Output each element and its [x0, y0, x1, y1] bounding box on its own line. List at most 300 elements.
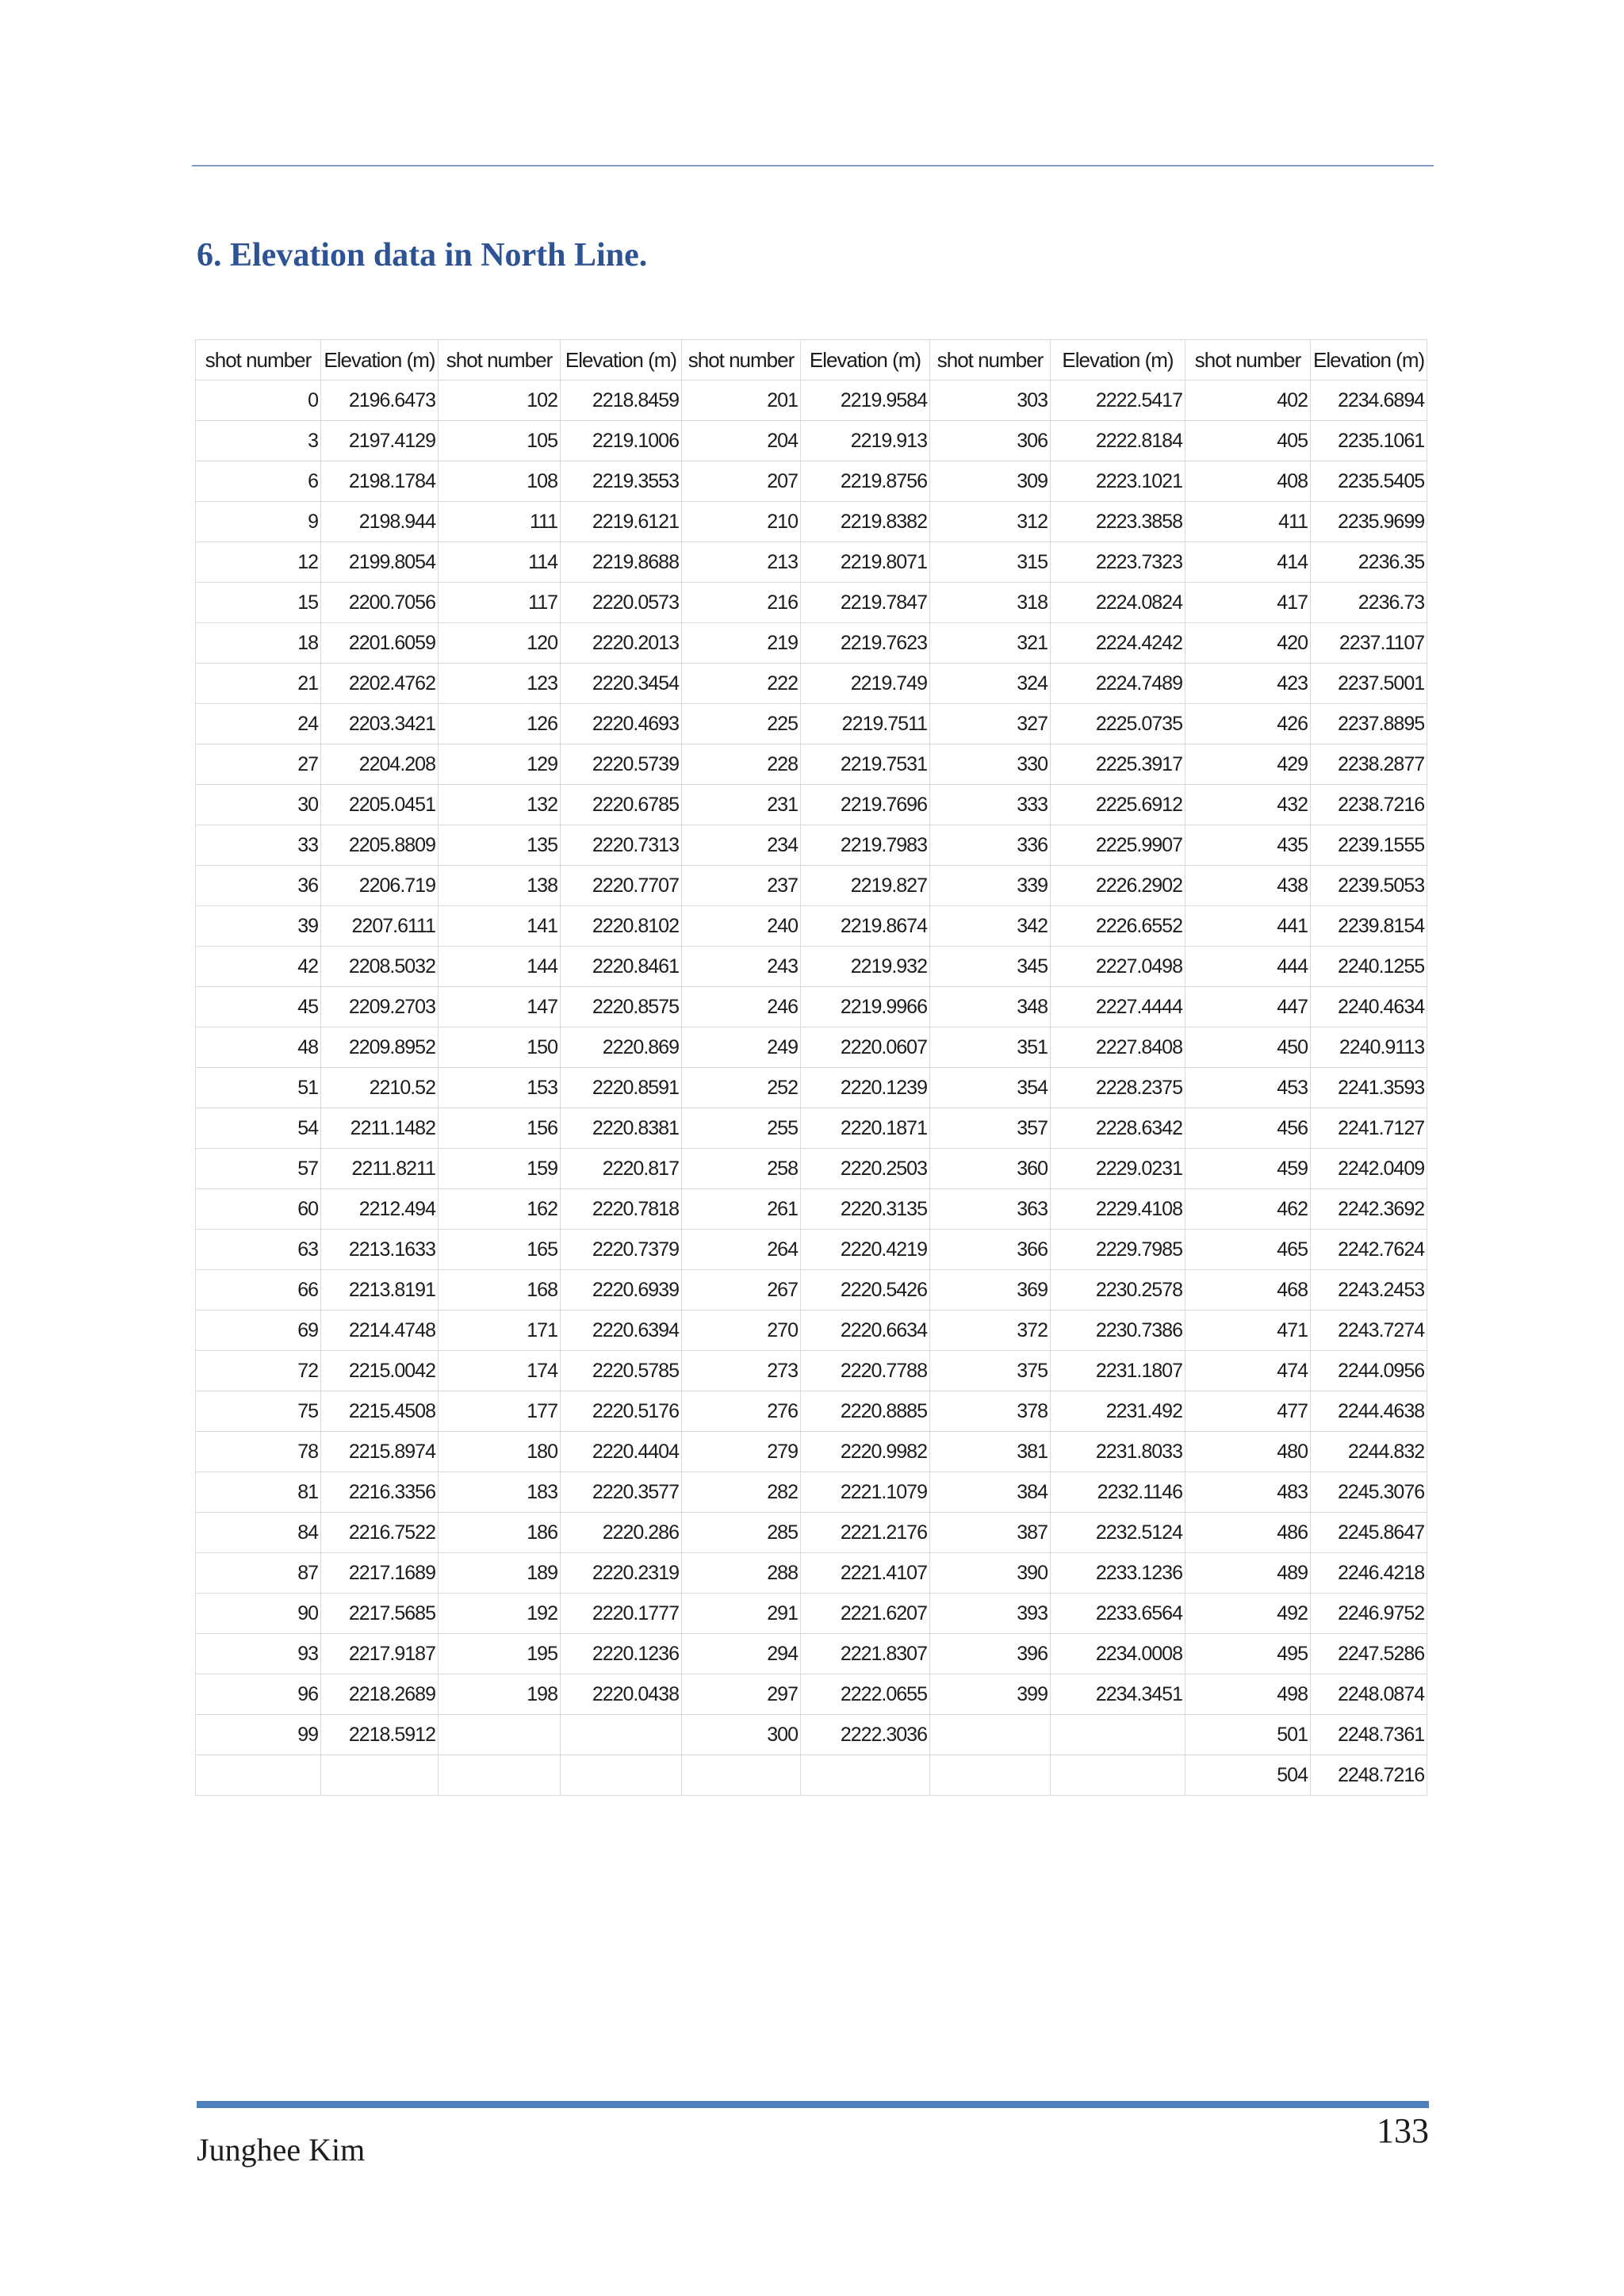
elevation-cell: 2224.4242 — [1051, 623, 1185, 664]
shot-number-cell: 318 — [930, 583, 1051, 623]
shot-number-cell — [930, 1755, 1051, 1796]
shot-number-cell: 21 — [196, 664, 321, 704]
shot-number-cell: 327 — [930, 704, 1051, 744]
elevation-cell: 2221.1079 — [801, 1472, 930, 1513]
table-row — [196, 542, 1427, 583]
elevation-cell: 2240.4634 — [1311, 987, 1427, 1027]
table-row — [196, 1351, 1427, 1391]
elevation-cell: 2209.8952 — [321, 1027, 439, 1068]
shot-number-cell: 189 — [439, 1553, 561, 1594]
shot-number-cell: 153 — [439, 1068, 561, 1108]
shot-number-cell: 369 — [930, 1270, 1051, 1311]
elevation-cell: 2248.7216 — [1311, 1755, 1427, 1796]
elevation-cell: 2197.4129 — [321, 421, 439, 461]
shot-number-cell: 135 — [439, 825, 561, 866]
shot-number-cell: 438 — [1185, 866, 1311, 906]
col-header-elevation: Elevation (m) — [321, 340, 439, 381]
elevation-cell: 2220.5426 — [801, 1270, 930, 1311]
table-row — [196, 1755, 1427, 1796]
shot-number-cell: 429 — [1185, 744, 1311, 785]
elevation-cell: 2241.3593 — [1311, 1068, 1427, 1108]
elevation-cell: 2205.0451 — [321, 785, 439, 825]
shot-number-cell: 432 — [1185, 785, 1311, 825]
shot-number-cell: 213 — [682, 542, 801, 583]
elevation-cell: 2227.0498 — [1051, 947, 1185, 987]
elevation-cell: 2219.8071 — [801, 542, 930, 583]
shot-number-cell: 18 — [196, 623, 321, 664]
shot-number-cell: 15 — [196, 583, 321, 623]
elevation-cell: 2223.7323 — [1051, 542, 1185, 583]
elevation-cell: 2198.944 — [321, 502, 439, 542]
elevation-cell: 2219.7511 — [801, 704, 930, 744]
elevation-cell: 2220.7379 — [561, 1230, 682, 1270]
shot-number-cell: 234 — [682, 825, 801, 866]
shot-number-cell: 174 — [439, 1351, 561, 1391]
shot-number-cell: 465 — [1185, 1230, 1311, 1270]
elevation-cell: 2223.1021 — [1051, 461, 1185, 502]
shot-number-cell: 468 — [1185, 1270, 1311, 1311]
col-header-shot-number: shot number — [930, 340, 1051, 381]
shot-number-cell: 324 — [930, 664, 1051, 704]
shot-number-cell: 405 — [1185, 421, 1311, 461]
elevation-cell: 2198.1784 — [321, 461, 439, 502]
elevation-cell: 2205.8809 — [321, 825, 439, 866]
shot-number-cell: 336 — [930, 825, 1051, 866]
col-header-elevation: Elevation (m) — [561, 340, 682, 381]
shot-number-cell: 255 — [682, 1108, 801, 1149]
elevation-cell: 2231.1807 — [1051, 1351, 1185, 1391]
table-row — [196, 785, 1427, 825]
elevation-cell: 2218.5912 — [321, 1715, 439, 1755]
elevation-cell — [561, 1715, 682, 1755]
shot-number-cell: 390 — [930, 1553, 1051, 1594]
elevation-cell: 2246.4218 — [1311, 1553, 1427, 1594]
shot-number-cell: 363 — [930, 1189, 1051, 1230]
shot-number-cell: 132 — [439, 785, 561, 825]
elevation-cell: 2206.719 — [321, 866, 439, 906]
elevation-cell: 2222.8184 — [1051, 421, 1185, 461]
shot-number-cell: 243 — [682, 947, 801, 987]
shot-number-cell: 447 — [1185, 987, 1311, 1027]
shot-number-cell: 279 — [682, 1432, 801, 1472]
shot-number-cell: 321 — [930, 623, 1051, 664]
elevation-cell: 2220.8461 — [561, 947, 682, 987]
elevation-cell: 2219.6121 — [561, 502, 682, 542]
elevation-cell: 2237.8895 — [1311, 704, 1427, 744]
elevation-cell: 2208.5032 — [321, 947, 439, 987]
shot-number-cell: 393 — [930, 1594, 1051, 1634]
shot-number-cell: 219 — [682, 623, 801, 664]
table-row — [196, 1149, 1427, 1189]
elevation-cell: 2214.4748 — [321, 1311, 439, 1351]
elevation-cell: 2235.9699 — [1311, 502, 1427, 542]
shot-number-cell: 72 — [196, 1351, 321, 1391]
shot-number-cell: 210 — [682, 502, 801, 542]
shot-number-cell: 90 — [196, 1594, 321, 1634]
shot-number-cell: 276 — [682, 1391, 801, 1432]
elevation-cell: 2220.4219 — [801, 1230, 930, 1270]
section-heading: 6. Elevation data in North Line. — [197, 237, 648, 274]
elevation-cell: 2219.3553 — [561, 461, 682, 502]
shot-number-cell: 48 — [196, 1027, 321, 1068]
shot-number-cell: 147 — [439, 987, 561, 1027]
elevation-cell: 2225.0735 — [1051, 704, 1185, 744]
shot-number-cell: 6 — [196, 461, 321, 502]
elevation-table — [195, 339, 1427, 1796]
table-row — [196, 502, 1427, 542]
shot-number-cell: 30 — [196, 785, 321, 825]
col-header-shot-number: shot number — [1185, 340, 1311, 381]
shot-number-cell: 333 — [930, 785, 1051, 825]
elevation-cell: 2220.0438 — [561, 1674, 682, 1715]
elevation-cell: 2217.5685 — [321, 1594, 439, 1634]
elevation-cell: 2231.492 — [1051, 1391, 1185, 1432]
shot-number-cell: 330 — [930, 744, 1051, 785]
shot-number-cell: 27 — [196, 744, 321, 785]
elevation-cell: 2228.6342 — [1051, 1108, 1185, 1149]
shot-number-cell: 339 — [930, 866, 1051, 906]
elevation-cell: 2220.8575 — [561, 987, 682, 1027]
elevation-cell: 2220.6394 — [561, 1311, 682, 1351]
shot-number-cell: 216 — [682, 583, 801, 623]
shot-number-cell: 186 — [439, 1513, 561, 1553]
shot-number-cell: 183 — [439, 1472, 561, 1513]
elevation-cell: 2233.1236 — [1051, 1553, 1185, 1594]
shot-number-cell: 306 — [930, 421, 1051, 461]
shot-number-cell: 249 — [682, 1027, 801, 1068]
shot-number-cell: 264 — [682, 1230, 801, 1270]
elevation-cell: 2247.5286 — [1311, 1634, 1427, 1674]
shot-number-cell: 471 — [1185, 1311, 1311, 1351]
elevation-cell: 2202.4762 — [321, 664, 439, 704]
shot-number-cell: 24 — [196, 704, 321, 744]
elevation-cell: 2220.9982 — [801, 1432, 930, 1472]
shot-number-cell: 357 — [930, 1108, 1051, 1149]
elevation-cell: 2219.8756 — [801, 461, 930, 502]
shot-number-cell: 45 — [196, 987, 321, 1027]
table-row — [196, 1270, 1427, 1311]
elevation-cell: 2221.6207 — [801, 1594, 930, 1634]
elevation-cell: 2245.8647 — [1311, 1513, 1427, 1553]
elevation-cell: 2236.35 — [1311, 542, 1427, 583]
elevation-cell: 2224.0824 — [1051, 583, 1185, 623]
shot-number-cell — [930, 1715, 1051, 1755]
shot-number-cell: 399 — [930, 1674, 1051, 1715]
elevation-cell: 2242.3692 — [1311, 1189, 1427, 1230]
shot-number-cell: 483 — [1185, 1472, 1311, 1513]
shot-number-cell: 252 — [682, 1068, 801, 1108]
shot-number-cell: 414 — [1185, 542, 1311, 583]
elevation-cell: 2220.3577 — [561, 1472, 682, 1513]
shot-number-cell: 288 — [682, 1553, 801, 1594]
elevation-cell: 2219.7623 — [801, 623, 930, 664]
shot-number-cell: 123 — [439, 664, 561, 704]
shot-number-cell: 270 — [682, 1311, 801, 1351]
table-row — [196, 1674, 1427, 1715]
elevation-cell: 2220.6634 — [801, 1311, 930, 1351]
shot-number-cell: 345 — [930, 947, 1051, 987]
elevation-cell: 2236.73 — [1311, 583, 1427, 623]
shot-number-cell: 78 — [196, 1432, 321, 1472]
shot-number-cell: 366 — [930, 1230, 1051, 1270]
elevation-cell: 2220.0607 — [801, 1027, 930, 1068]
elevation-cell: 2219.7531 — [801, 744, 930, 785]
elevation-cell: 2244.832 — [1311, 1432, 1427, 1472]
shot-number-cell: 381 — [930, 1432, 1051, 1472]
elevation-cell: 2238.7216 — [1311, 785, 1427, 825]
elevation-cell: 2229.0231 — [1051, 1149, 1185, 1189]
elevation-cell: 2220.7818 — [561, 1189, 682, 1230]
elevation-cell: 2219.8688 — [561, 542, 682, 583]
shot-number-cell: 450 — [1185, 1027, 1311, 1068]
elevation-cell: 2220.5176 — [561, 1391, 682, 1432]
shot-number-cell: 75 — [196, 1391, 321, 1432]
shot-number-cell: 120 — [439, 623, 561, 664]
shot-number-cell: 492 — [1185, 1594, 1311, 1634]
shot-number-cell: 489 — [1185, 1553, 1311, 1594]
table-row — [196, 1189, 1427, 1230]
elevation-cell: 2248.7361 — [1311, 1715, 1427, 1755]
table-row — [196, 1027, 1427, 1068]
elevation-cell: 2220.7313 — [561, 825, 682, 866]
elevation-cell: 2224.7489 — [1051, 664, 1185, 704]
shot-number-cell: 129 — [439, 744, 561, 785]
elevation-cell: 2215.8974 — [321, 1432, 439, 1472]
shot-number-cell: 102 — [439, 381, 561, 421]
shot-number-cell: 93 — [196, 1634, 321, 1674]
elevation-cell: 2211.1482 — [321, 1108, 439, 1149]
elevation-cell: 2220.8102 — [561, 906, 682, 947]
elevation-cell: 2220.6785 — [561, 785, 682, 825]
elevation-cell: 2219.913 — [801, 421, 930, 461]
shot-number-cell: 426 — [1185, 704, 1311, 744]
elevation-cell: 2225.9907 — [1051, 825, 1185, 866]
elevation-cell — [1051, 1755, 1185, 1796]
table-row — [196, 1634, 1427, 1674]
elevation-cell: 2226.2902 — [1051, 866, 1185, 906]
elevation-cell: 2223.3858 — [1051, 502, 1185, 542]
shot-number-cell: 408 — [1185, 461, 1311, 502]
table-row — [196, 906, 1427, 947]
elevation-cell: 2220.1239 — [801, 1068, 930, 1108]
elevation-cell: 2227.8408 — [1051, 1027, 1185, 1068]
shot-number-cell: 495 — [1185, 1634, 1311, 1674]
elevation-cell: 2219.8382 — [801, 502, 930, 542]
elevation-cell: 2248.0874 — [1311, 1674, 1427, 1715]
elevation-cell: 2239.8154 — [1311, 906, 1427, 947]
table-row — [196, 381, 1427, 421]
shot-number-cell: 177 — [439, 1391, 561, 1432]
elevation-cell: 2220.1236 — [561, 1634, 682, 1674]
elevation-cell: 2235.5405 — [1311, 461, 1427, 502]
shot-number-cell: 54 — [196, 1108, 321, 1149]
elevation-cell: 2246.9752 — [1311, 1594, 1427, 1634]
elevation-cell: 2232.5124 — [1051, 1513, 1185, 1553]
shot-number-cell: 261 — [682, 1189, 801, 1230]
shot-number-cell: 480 — [1185, 1432, 1311, 1472]
table-row — [196, 1594, 1427, 1634]
shot-number-cell: 171 — [439, 1311, 561, 1351]
shot-number-cell: 105 — [439, 421, 561, 461]
shot-number-cell: 99 — [196, 1715, 321, 1755]
elevation-cell: 2244.0956 — [1311, 1351, 1427, 1391]
elevation-cell: 2234.6894 — [1311, 381, 1427, 421]
elevation-cell: 2231.8033 — [1051, 1432, 1185, 1472]
shot-number-cell: 435 — [1185, 825, 1311, 866]
elevation-cell: 2227.4444 — [1051, 987, 1185, 1027]
shot-number-cell: 246 — [682, 987, 801, 1027]
elevation-cell: 2229.7985 — [1051, 1230, 1185, 1270]
shot-number-cell: 351 — [930, 1027, 1051, 1068]
table-row — [196, 1432, 1427, 1472]
elevation-cell — [321, 1755, 439, 1796]
shot-number-cell: 486 — [1185, 1513, 1311, 1553]
elevation-cell: 2220.286 — [561, 1513, 682, 1553]
elevation-cell: 2220.0573 — [561, 583, 682, 623]
elevation-cell: 2213.8191 — [321, 1270, 439, 1311]
shot-number-cell: 258 — [682, 1149, 801, 1189]
shot-number-cell: 402 — [1185, 381, 1311, 421]
shot-number-cell: 504 — [1185, 1755, 1311, 1796]
table-row — [196, 664, 1427, 704]
page-number: 133 — [1377, 2111, 1429, 2150]
shot-number-cell: 0 — [196, 381, 321, 421]
elevation-cell: 2241.7127 — [1311, 1108, 1427, 1149]
elevation-cell: 2229.4108 — [1051, 1189, 1185, 1230]
elevation-cell: 2220.8381 — [561, 1108, 682, 1149]
elevation-cell: 2222.5417 — [1051, 381, 1185, 421]
shot-number-cell: 39 — [196, 906, 321, 947]
footer-author: Junghee Kim — [197, 2132, 366, 2168]
elevation-cell: 2212.494 — [321, 1189, 439, 1230]
shot-number-cell: 459 — [1185, 1149, 1311, 1189]
elevation-cell: 2219.827 — [801, 866, 930, 906]
elevation-cell: 2239.5053 — [1311, 866, 1427, 906]
shot-number-cell: 69 — [196, 1311, 321, 1351]
elevation-cell: 2235.1061 — [1311, 421, 1427, 461]
col-header-elevation: Elevation (m) — [801, 340, 930, 381]
elevation-cell: 2240.1255 — [1311, 947, 1427, 987]
col-header-shot-number: shot number — [682, 340, 801, 381]
elevation-cell: 2221.4107 — [801, 1553, 930, 1594]
shot-number-cell: 285 — [682, 1513, 801, 1553]
shot-number-cell: 273 — [682, 1351, 801, 1391]
elevation-cell: 2210.52 — [321, 1068, 439, 1108]
elevation-cell: 2196.6473 — [321, 381, 439, 421]
elevation-cell: 2215.0042 — [321, 1351, 439, 1391]
elevation-cell: 2230.2578 — [1051, 1270, 1185, 1311]
shot-number-cell: 501 — [1185, 1715, 1311, 1755]
shot-number-cell: 348 — [930, 987, 1051, 1027]
elevation-cell: 2242.0409 — [1311, 1149, 1427, 1189]
elevation-cell: 2220.3135 — [801, 1189, 930, 1230]
shot-number-cell — [439, 1755, 561, 1796]
table-row — [196, 704, 1427, 744]
shot-number-cell — [196, 1755, 321, 1796]
elevation-cell — [801, 1755, 930, 1796]
elevation-cell: 2203.3421 — [321, 704, 439, 744]
elevation-cell: 2220.7707 — [561, 866, 682, 906]
shot-number-cell: 291 — [682, 1594, 801, 1634]
elevation-cell: 2216.7522 — [321, 1513, 439, 1553]
shot-number-cell: 378 — [930, 1391, 1051, 1432]
elevation-cell: 2220.5785 — [561, 1351, 682, 1391]
shot-number-cell: 60 — [196, 1189, 321, 1230]
shot-number-cell — [439, 1715, 561, 1755]
shot-number-cell: 315 — [930, 542, 1051, 583]
elevation-cell: 2217.1689 — [321, 1553, 439, 1594]
shot-number-cell: 162 — [439, 1189, 561, 1230]
shot-number-cell: 180 — [439, 1432, 561, 1472]
elevation-cell — [561, 1755, 682, 1796]
table-row — [196, 1311, 1427, 1351]
shot-number-cell: 159 — [439, 1149, 561, 1189]
table-row — [196, 987, 1427, 1027]
shot-number-cell: 462 — [1185, 1189, 1311, 1230]
elevation-cell: 2244.4638 — [1311, 1391, 1427, 1432]
elevation-cell: 2220.7788 — [801, 1351, 930, 1391]
elevation-cell: 2220.4404 — [561, 1432, 682, 1472]
elevation-cell: 2238.2877 — [1311, 744, 1427, 785]
shot-number-cell: 9 — [196, 502, 321, 542]
col-header-elevation: Elevation (m) — [1311, 340, 1427, 381]
elevation-cell: 2218.8459 — [561, 381, 682, 421]
elevation-cell: 2219.9966 — [801, 987, 930, 1027]
shot-number-cell: 342 — [930, 906, 1051, 947]
elevation-table-container — [195, 339, 1427, 1796]
table-row — [196, 866, 1427, 906]
shot-number-cell: 456 — [1185, 1108, 1311, 1149]
table-row — [196, 1715, 1427, 1755]
elevation-cell: 2204.208 — [321, 744, 439, 785]
elevation-cell: 2215.4508 — [321, 1391, 439, 1432]
elevation-cell: 2218.2689 — [321, 1674, 439, 1715]
elevation-cell: 2220.1777 — [561, 1594, 682, 1634]
col-header-elevation: Elevation (m) — [1051, 340, 1185, 381]
elevation-cell: 2243.7274 — [1311, 1311, 1427, 1351]
shot-number-cell: 312 — [930, 502, 1051, 542]
shot-number-cell: 141 — [439, 906, 561, 947]
shot-number-cell: 42 — [196, 947, 321, 987]
shot-number-cell: 81 — [196, 1472, 321, 1513]
shot-number-cell: 222 — [682, 664, 801, 704]
table-row — [196, 1068, 1427, 1108]
shot-number-cell: 474 — [1185, 1351, 1311, 1391]
footer-rule — [197, 2101, 1429, 2108]
elevation-cell: 2220.6939 — [561, 1270, 682, 1311]
shot-number-cell: 294 — [682, 1634, 801, 1674]
elevation-cell: 2245.3076 — [1311, 1472, 1427, 1513]
elevation-cell: 2219.9584 — [801, 381, 930, 421]
shot-number-cell: 225 — [682, 704, 801, 744]
header-row — [196, 340, 1427, 381]
shot-number-cell: 114 — [439, 542, 561, 583]
elevation-cell: 2233.6564 — [1051, 1594, 1185, 1634]
elevation-cell: 2226.6552 — [1051, 906, 1185, 947]
shot-number-cell: 3 — [196, 421, 321, 461]
shot-number-cell: 33 — [196, 825, 321, 866]
shot-number-cell: 240 — [682, 906, 801, 947]
shot-number-cell: 198 — [439, 1674, 561, 1715]
elevation-cell: 2219.932 — [801, 947, 930, 987]
shot-number-cell: 165 — [439, 1230, 561, 1270]
elevation-cell: 2207.6111 — [321, 906, 439, 947]
col-header-shot-number: shot number — [439, 340, 561, 381]
shot-number-cell: 36 — [196, 866, 321, 906]
elevation-cell: 2220.869 — [561, 1027, 682, 1068]
shot-number-cell: 228 — [682, 744, 801, 785]
elevation-cell: 2209.2703 — [321, 987, 439, 1027]
